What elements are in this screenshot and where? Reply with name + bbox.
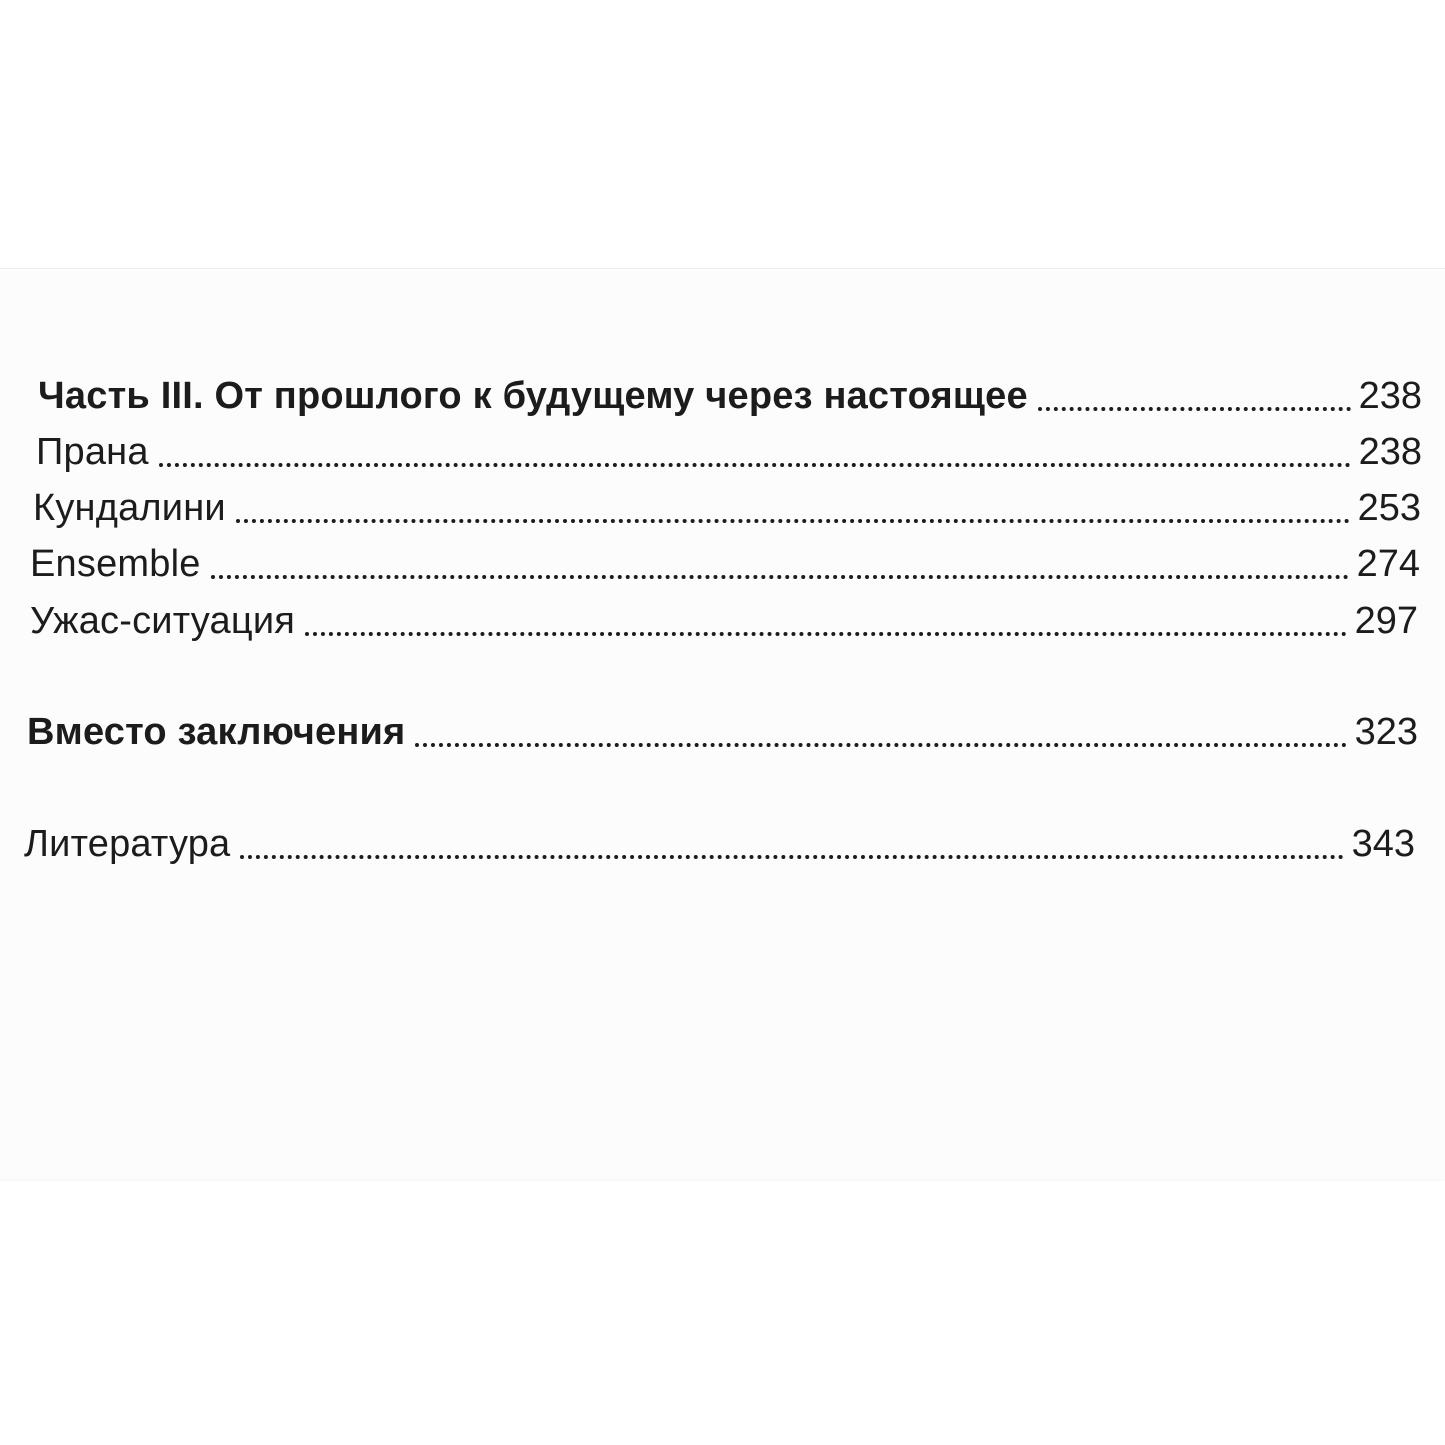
dot-leader [236,519,1350,523]
toc-entry-page: 297 [1354,600,1418,642]
toc-entry-label: Ensemble [30,543,201,585]
toc-entry-literature [24,822,1415,866]
toc-entry-page: 343 [1351,823,1415,865]
dot-leader [211,575,1349,579]
toc-entry-page: 238 [1358,375,1422,417]
toc-entry-page: 274 [1356,543,1420,585]
dot-leader [305,632,1347,636]
toc-entry-page: 238 [1358,431,1422,473]
dot-leader [415,743,1346,747]
toc-entry-label: Ужас-ситуация [30,600,296,642]
toc-entry-label: Прана [36,431,149,473]
toc-entry-label: Литература [24,823,231,865]
toc-entry-part-three [38,374,1422,418]
dot-leader [1038,407,1351,411]
dot-leader [240,855,1343,859]
toc-entry-horror-situation [30,599,1418,643]
toc-entry-label: Вместо заключения [27,711,406,753]
toc-entry-label: Кундалини [33,487,226,529]
toc-entry-kundalini [33,486,1421,530]
toc-entry-label: Часть III. От прошлого к будущему через настоящее [38,375,1028,417]
dot-leader [159,463,1351,467]
toc-entry-conclusion [27,710,1418,754]
toc-entry-page: 253 [1357,487,1421,529]
toc-entry-prana [36,430,1422,474]
toc-entry-ensemble [30,542,1420,586]
toc-entry-page: 323 [1354,711,1418,753]
